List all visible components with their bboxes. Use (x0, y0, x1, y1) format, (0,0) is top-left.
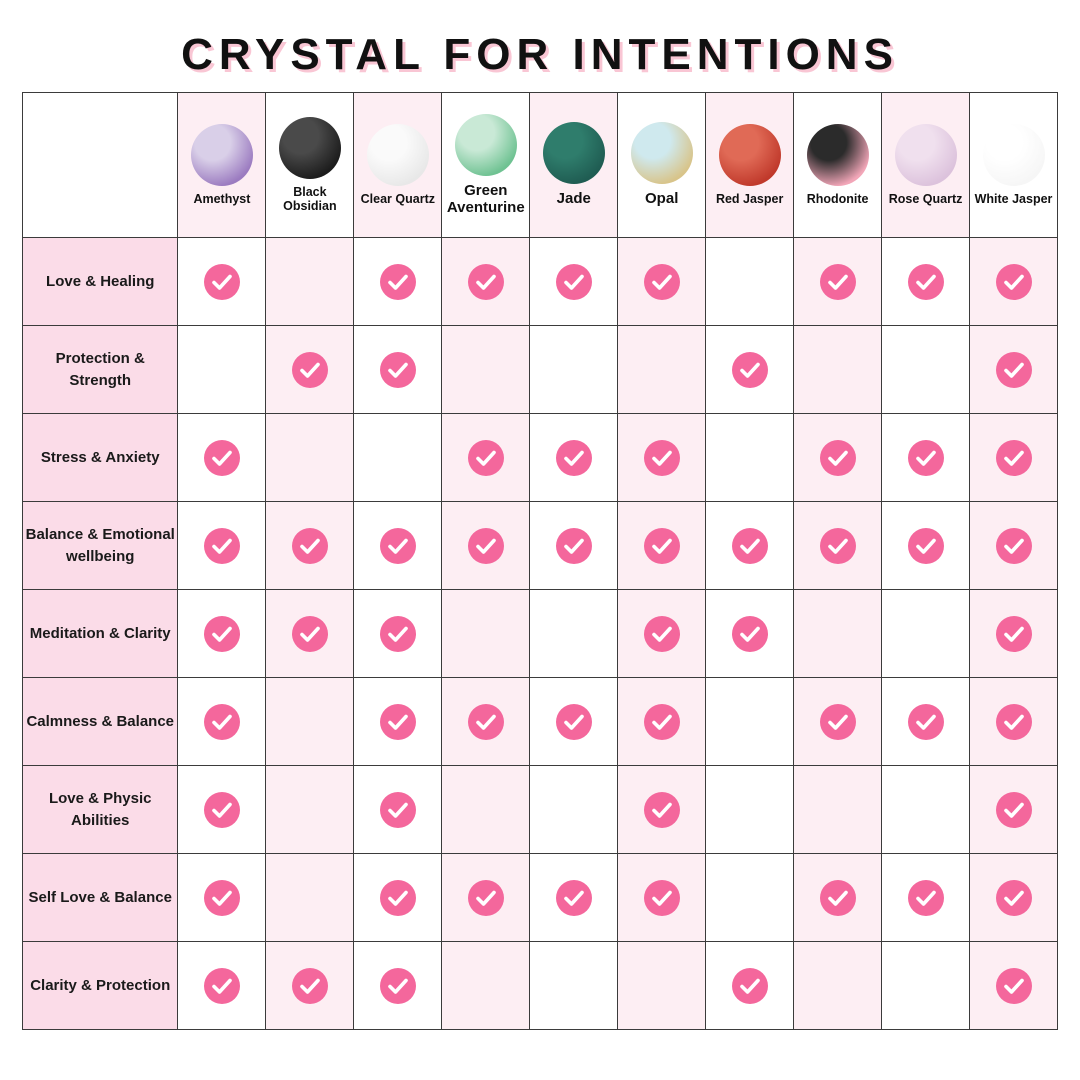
cell-love-healing-jade[interactable] (530, 238, 618, 326)
cell-stress-anxiety-amethyst[interactable] (178, 414, 266, 502)
cell-love-physic-abilities-white-jasper[interactable] (970, 766, 1058, 854)
checkmark-icon (556, 440, 592, 476)
crystal-header-opal[interactable] (618, 93, 706, 238)
cell-protection-strength-white-jasper[interactable] (970, 326, 1058, 414)
crystal-stone-icon-amethyst (191, 124, 253, 186)
checkmark-icon (732, 968, 768, 1004)
page-title: CRYSTAL FOR INTENTIONS (181, 30, 899, 79)
cell-clarity-protection-rhodonite[interactable] (794, 942, 882, 1030)
checkmark-icon (732, 352, 768, 388)
table-row (23, 854, 1058, 942)
table-row (23, 942, 1058, 1030)
checkmark-icon (644, 616, 680, 652)
crystal-header-green-aventurine[interactable] (442, 93, 530, 238)
checkmark-icon (292, 352, 328, 388)
cell-love-healing-red-jasper[interactable] (706, 238, 794, 326)
cell-balance-emotional-wellbeing-opal[interactable] (618, 502, 706, 590)
checkmark-icon (996, 792, 1032, 828)
cell-clarity-protection-jade[interactable] (530, 942, 618, 1030)
cell-calmness-balance-white-jasper[interactable] (970, 678, 1058, 766)
cell-calmness-balance-amethyst[interactable] (178, 678, 266, 766)
checkmark-icon (380, 264, 416, 300)
checkmark-icon (996, 968, 1032, 1004)
cell-balance-emotional-wellbeing-green-aventurine[interactable] (442, 502, 530, 590)
checkmark-icon (468, 704, 504, 740)
table-row (23, 766, 1058, 854)
cell-self-love-balance-black-obsidian[interactable] (266, 854, 354, 942)
cell-protection-strength-opal[interactable] (618, 326, 706, 414)
cell-calmness-balance-clear-quartz[interactable] (354, 678, 442, 766)
checkmark-icon (908, 880, 944, 916)
cell-meditation-clarity-green-aventurine[interactable] (442, 590, 530, 678)
checkmark-icon (204, 616, 240, 652)
cell-stress-anxiety-white-jasper[interactable] (970, 414, 1058, 502)
checkmark-icon (908, 704, 944, 740)
intention-label-clarity-protection: Clarity & Protection (23, 942, 178, 1030)
checkmark-icon (204, 264, 240, 300)
crystal-header-jade[interactable] (530, 93, 618, 238)
checkmark-icon (996, 616, 1032, 652)
crystal-header-rhodonite[interactable] (794, 93, 882, 238)
checkmark-icon (380, 792, 416, 828)
cell-stress-anxiety-clear-quartz[interactable] (354, 414, 442, 502)
checkmark-icon (996, 440, 1032, 476)
cell-clarity-protection-green-aventurine[interactable] (442, 942, 530, 1030)
crystal-header-clear-quartz[interactable] (354, 93, 442, 238)
cell-self-love-balance-rhodonite[interactable] (794, 854, 882, 942)
table-row (23, 502, 1058, 590)
crystal-label: Rhodonite (806, 191, 869, 206)
cell-meditation-clarity-rhodonite[interactable] (794, 590, 882, 678)
crystal-label: Red Jasper (715, 191, 784, 206)
checkmark-icon (556, 264, 592, 300)
crystal-label: Rose Quartz (888, 191, 963, 206)
checkmark-icon (468, 440, 504, 476)
cell-clarity-protection-opal[interactable] (618, 942, 706, 1030)
cell-self-love-balance-amethyst[interactable] (178, 854, 266, 942)
cell-love-healing-white-jasper[interactable] (970, 238, 1058, 326)
intention-label-stress-anxiety: Stress & Anxiety (23, 414, 178, 502)
cell-stress-anxiety-rose-quartz[interactable] (882, 414, 970, 502)
checkmark-icon (996, 880, 1032, 916)
checkmark-icon (204, 968, 240, 1004)
cell-protection-strength-clear-quartz[interactable] (354, 326, 442, 414)
cell-protection-strength-rhodonite[interactable] (794, 326, 882, 414)
cell-self-love-balance-red-jasper[interactable] (706, 854, 794, 942)
crystal-header-white-jasper[interactable] (970, 93, 1058, 238)
intention-label-self-love-balance: Self Love & Balance (23, 854, 178, 942)
checkmark-icon (908, 264, 944, 300)
checkmark-icon (380, 968, 416, 1004)
cell-self-love-balance-rose-quartz[interactable] (882, 854, 970, 942)
corner-cell (23, 93, 178, 238)
intention-label-protection-strength: Protection & Strength (23, 326, 178, 414)
crystal-label: White Jasper (974, 191, 1053, 206)
crystal-stone-icon-opal (631, 122, 693, 184)
cell-meditation-clarity-amethyst[interactable] (178, 590, 266, 678)
cell-balance-emotional-wellbeing-black-obsidian[interactable] (266, 502, 354, 590)
cell-balance-emotional-wellbeing-clear-quartz[interactable] (354, 502, 442, 590)
crystal-header-red-jasper[interactable] (706, 93, 794, 238)
checkmark-icon (820, 528, 856, 564)
cell-stress-anxiety-green-aventurine[interactable] (442, 414, 530, 502)
cell-love-healing-black-obsidian[interactable] (266, 238, 354, 326)
cell-love-physic-abilities-green-aventurine[interactable] (442, 766, 530, 854)
checkmark-icon (556, 880, 592, 916)
intention-label-meditation-clarity: Meditation & Clarity (23, 590, 178, 678)
crystal-stone-icon-black-obsidian (279, 117, 341, 179)
cell-love-healing-rose-quartz[interactable] (882, 238, 970, 326)
cell-love-healing-clear-quartz[interactable] (354, 238, 442, 326)
cell-love-physic-abilities-red-jasper[interactable] (706, 766, 794, 854)
cell-clarity-protection-red-jasper[interactable] (706, 942, 794, 1030)
cell-balance-emotional-wellbeing-rose-quartz[interactable] (882, 502, 970, 590)
intentions-matrix (22, 92, 1058, 1030)
matrix-container (0, 92, 1080, 1030)
cell-calmness-balance-jade[interactable] (530, 678, 618, 766)
checkmark-icon (908, 528, 944, 564)
intention-label-balance-emotional-wellbeing: Balance & Emotional wellbeing (23, 502, 178, 590)
checkmark-icon (468, 264, 504, 300)
cell-protection-strength-black-obsidian[interactable] (266, 326, 354, 414)
cell-calmness-balance-green-aventurine[interactable] (442, 678, 530, 766)
cell-stress-anxiety-opal[interactable] (618, 414, 706, 502)
table-row (23, 326, 1058, 414)
checkmark-icon (204, 880, 240, 916)
table-row (23, 238, 1058, 326)
cell-meditation-clarity-white-jasper[interactable] (970, 590, 1058, 678)
checkmark-icon (644, 880, 680, 916)
cell-calmness-balance-opal[interactable] (618, 678, 706, 766)
crystal-label: Opal (645, 190, 679, 208)
table-row (23, 414, 1058, 502)
intention-label-love-healing: Love & Healing (23, 238, 178, 326)
cell-meditation-clarity-opal[interactable] (618, 590, 706, 678)
checkmark-icon (204, 440, 240, 476)
checkmark-icon (556, 528, 592, 564)
checkmark-icon (644, 528, 680, 564)
checkmark-icon (820, 880, 856, 916)
table-row (23, 590, 1058, 678)
checkmark-icon (204, 528, 240, 564)
checkmark-icon (732, 528, 768, 564)
crystal-stone-icon-red-jasper (719, 124, 781, 186)
crystal-stone-icon-rose-quartz (895, 124, 957, 186)
crystal-label: Clear Quartz (360, 191, 435, 206)
cell-meditation-clarity-clear-quartz[interactable] (354, 590, 442, 678)
cell-self-love-balance-clear-quartz[interactable] (354, 854, 442, 942)
checkmark-icon (996, 264, 1032, 300)
checkmark-icon (908, 440, 944, 476)
cell-love-physic-abilities-opal[interactable] (618, 766, 706, 854)
cell-protection-strength-red-jasper[interactable] (706, 326, 794, 414)
checkmark-icon (996, 352, 1032, 388)
checkmark-icon (820, 704, 856, 740)
cell-meditation-clarity-rose-quartz[interactable] (882, 590, 970, 678)
crystal-label: Jade (556, 190, 591, 208)
crystal-label: Green Aventurine (446, 181, 525, 216)
cell-clarity-protection-clear-quartz[interactable] (354, 942, 442, 1030)
checkmark-icon (644, 264, 680, 300)
crystal-label: Amethyst (193, 191, 251, 206)
matrix-body (23, 238, 1058, 1030)
checkmark-icon (468, 528, 504, 564)
cell-protection-strength-green-aventurine[interactable] (442, 326, 530, 414)
crystal-header-amethyst[interactable] (178, 93, 266, 238)
cell-self-love-balance-green-aventurine[interactable] (442, 854, 530, 942)
cell-clarity-protection-amethyst[interactable] (178, 942, 266, 1030)
cell-love-physic-abilities-clear-quartz[interactable] (354, 766, 442, 854)
cell-stress-anxiety-red-jasper[interactable] (706, 414, 794, 502)
cell-stress-anxiety-jade[interactable] (530, 414, 618, 502)
crystal-header-black-obsidian[interactable] (266, 93, 354, 238)
crystal-stone-icon-clear-quartz (367, 124, 429, 186)
cell-love-healing-green-aventurine[interactable] (442, 238, 530, 326)
checkmark-icon (380, 528, 416, 564)
cell-love-physic-abilities-black-obsidian[interactable] (266, 766, 354, 854)
checkmark-icon (380, 880, 416, 916)
checkmark-icon (204, 704, 240, 740)
crystal-label: Black Obsidian (283, 184, 337, 213)
checkmark-icon (292, 968, 328, 1004)
cell-balance-emotional-wellbeing-rhodonite[interactable] (794, 502, 882, 590)
header-row (23, 93, 1058, 238)
checkmark-icon (556, 704, 592, 740)
cell-meditation-clarity-jade[interactable] (530, 590, 618, 678)
matrix-header (23, 93, 1058, 238)
crystal-stone-icon-jade (543, 122, 605, 184)
checkmark-icon (380, 704, 416, 740)
crystal-stone-icon-green-aventurine (455, 114, 517, 176)
checkmark-icon (996, 704, 1032, 740)
checkmark-icon (820, 264, 856, 300)
cell-calmness-balance-black-obsidian[interactable] (266, 678, 354, 766)
cell-protection-strength-amethyst[interactable] (178, 326, 266, 414)
cell-self-love-balance-jade[interactable] (530, 854, 618, 942)
cell-love-physic-abilities-rhodonite[interactable] (794, 766, 882, 854)
checkmark-icon (820, 440, 856, 476)
checkmark-icon (380, 616, 416, 652)
checkmark-icon (380, 352, 416, 388)
checkmark-icon (732, 616, 768, 652)
cell-love-physic-abilities-amethyst[interactable] (178, 766, 266, 854)
cell-self-love-balance-white-jasper[interactable] (970, 854, 1058, 942)
cell-balance-emotional-wellbeing-amethyst[interactable] (178, 502, 266, 590)
checkmark-icon (292, 528, 328, 564)
checkmark-icon (468, 880, 504, 916)
crystal-stone-icon-white-jasper (983, 124, 1045, 186)
cell-meditation-clarity-red-jasper[interactable] (706, 590, 794, 678)
checkmark-icon (292, 616, 328, 652)
cell-balance-emotional-wellbeing-jade[interactable] (530, 502, 618, 590)
checkmark-icon (644, 792, 680, 828)
intention-label-love-physic-abilities: Love & Physic Abilities (23, 766, 178, 854)
cell-love-healing-opal[interactable] (618, 238, 706, 326)
crystal-header-rose-quartz[interactable] (882, 93, 970, 238)
cell-clarity-protection-rose-quartz[interactable] (882, 942, 970, 1030)
cell-clarity-protection-white-jasper[interactable] (970, 942, 1058, 1030)
checkmark-icon (204, 792, 240, 828)
cell-balance-emotional-wellbeing-red-jasper[interactable] (706, 502, 794, 590)
cell-self-love-balance-opal[interactable] (618, 854, 706, 942)
crystal-stone-icon-rhodonite (807, 124, 869, 186)
checkmark-icon (644, 440, 680, 476)
cell-balance-emotional-wellbeing-white-jasper[interactable] (970, 502, 1058, 590)
table-row (23, 678, 1058, 766)
cell-love-physic-abilities-jade[interactable] (530, 766, 618, 854)
intention-label-calmness-balance: Calmness & Balance (23, 678, 178, 766)
cell-protection-strength-jade[interactable] (530, 326, 618, 414)
cell-love-healing-amethyst[interactable] (178, 238, 266, 326)
cell-protection-strength-rose-quartz[interactable] (882, 326, 970, 414)
cell-calmness-balance-red-jasper[interactable] (706, 678, 794, 766)
cell-meditation-clarity-black-obsidian[interactable] (266, 590, 354, 678)
cell-calmness-balance-rose-quartz[interactable] (882, 678, 970, 766)
cell-clarity-protection-black-obsidian[interactable] (266, 942, 354, 1030)
cell-calmness-balance-rhodonite[interactable] (794, 678, 882, 766)
cell-love-physic-abilities-rose-quartz[interactable] (882, 766, 970, 854)
checkmark-icon (644, 704, 680, 740)
checkmark-icon (996, 528, 1032, 564)
cell-love-healing-rhodonite[interactable] (794, 238, 882, 326)
cell-stress-anxiety-rhodonite[interactable] (794, 414, 882, 502)
cell-stress-anxiety-black-obsidian[interactable] (266, 414, 354, 502)
